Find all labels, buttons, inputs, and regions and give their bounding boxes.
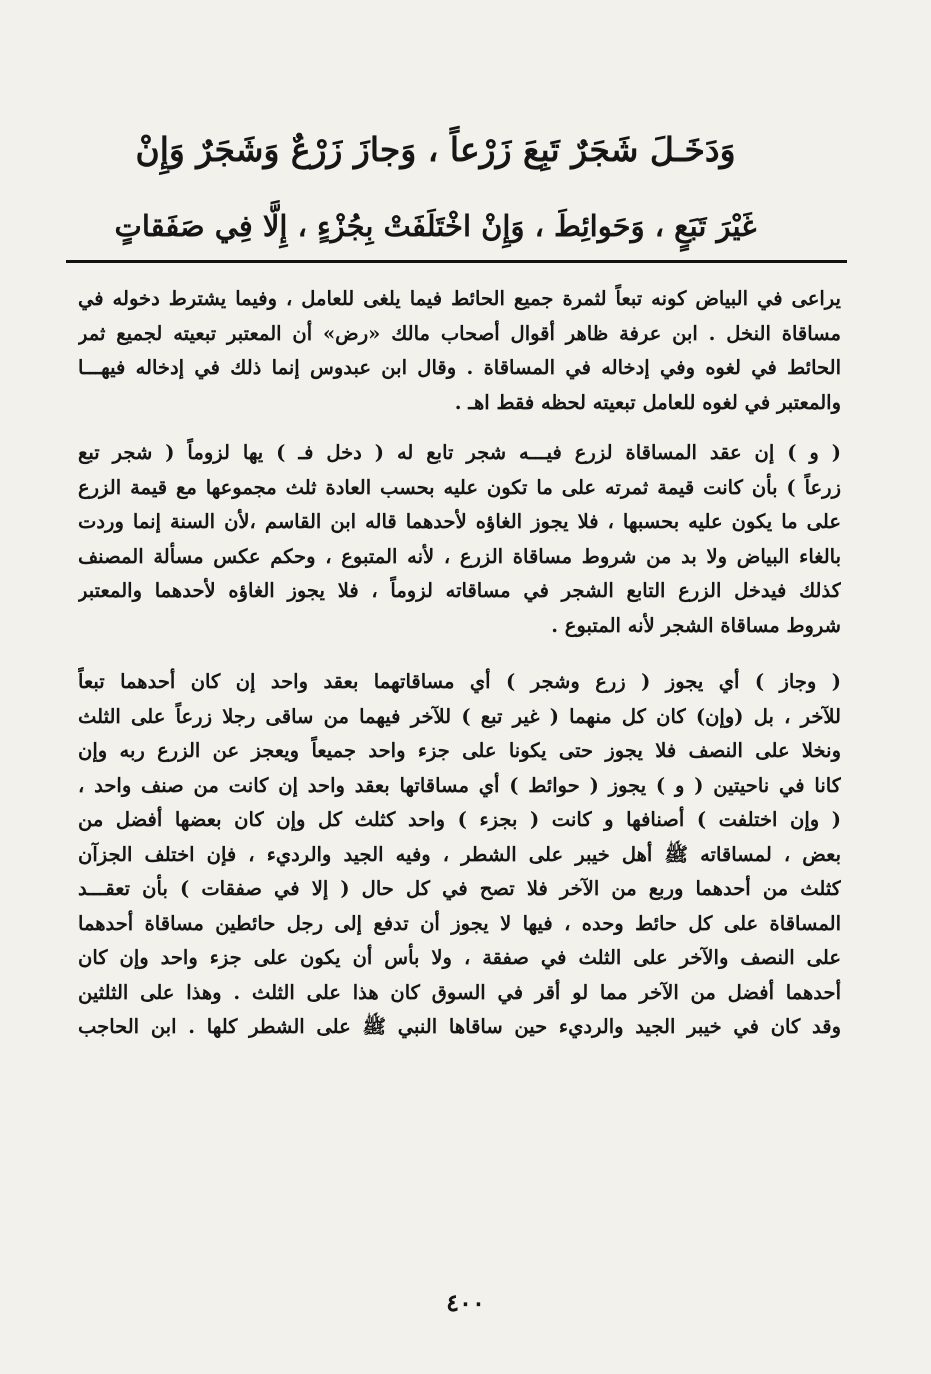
commentary-line: الحائط في لغوه وفي إدخاله في المساقاة . وقال ابن عبدوس إنما ذلك في إدخاله فيهـــا <box>78 356 841 379</box>
commentary-paragraph <box>78 282 841 420</box>
commentary-line: المساقاة على كل حائط وحده ، فيها لا يجوز أن تدفع إلى رجل حائطين مساقاة أحدهما <box>78 911 841 935</box>
commentary-line: على ما يكون عليه بحسبها ، فلا يجوز الغاؤه لأحدهما قاله ابن القاسم ،لأن السنة إنما وردت <box>78 510 841 533</box>
commentary-line: كذلك فيدخل الزرع التابع الشجر في مساقاته لزوماً ، فلا يجوز الغاؤه لأحدهما والمعتبر <box>78 579 841 602</box>
separator-rule <box>66 260 847 263</box>
commentary-line: للآخر ، بل (وإن) كان كل منهما ( غير تبع ) للآخر فيهما من ساقى رجلا زرعاً على الثلث <box>78 704 841 728</box>
commentary-line: كثلث من أحدهما وربع من الآخر فلا تصح في كل حال ( إلا في صفقات ) بأن تعقـــد <box>78 877 841 900</box>
commentary-line: وقد كان في خيبر الجيد والرديء حين ساقاها النبي ﷺ على الشطر كلها . ابن الحاجب <box>78 1015 841 1038</box>
commentary-paragraph <box>78 436 841 643</box>
commentary-line: ( و ) إن عقد المساقاة لزرع فيـــه شجر تابع له ( دخل فـ ) يها لزوماً ( شجر تبع <box>78 441 841 464</box>
commentary-line: ( وإن اختلفت ) أصنافها و كانت ( بجزء ) واحد كثلث كل وإن كان بعضها أفضل من <box>78 808 841 831</box>
commentary-line: بالغاء البياض ولا بد من شروط مساقاة الزرع ، لأنه المتبوع ، وحكم عكس مسألة المصنف <box>78 544 841 568</box>
commentary-line: يراعى في البياض كونه تبعاً لثمرة جميع الحائط فيما يلغى للعامل ، وفيما يشترط دخوله في <box>78 287 841 310</box>
commentary-line: أحدهما أفضل من الآخر مما لو أقر في السوق كان هذا على الثلث . وهذا على الثلثين <box>78 980 841 1004</box>
matn-text-block <box>110 112 761 264</box>
commentary-body <box>78 282 841 1059</box>
commentary-line: والمعتبر في لغوه للعامل تبعيته لحظه فقط اهـ . <box>454 390 841 414</box>
commentary-line: ( وجاز ) أي يجوز ( زرع وشجر ) أي مساقاتهما بعقد واحد إن كان أحدهما تبعاً <box>78 670 841 693</box>
commentary-line: على النصف والآخر على الثلث في صفقة ، ولا بأس أن يكون على جزء واحد وإن كان <box>78 946 841 969</box>
matn-line: وَدَخَـلَ شَجَرٌ تَبِعَ زَرْعاً ، وَجازَ زَرْعٌ وَشَجَرٌ وَإِنْ <box>135 130 736 169</box>
matn-line: غَيْرَ تَبَعٍ ، وَحَوائِطَ ، وَإِنْ اخْتَلَفَتْ بِجُزْءٍ ، إِلَّا فِي صَفَقاتٍ <box>114 209 757 243</box>
commentary-line: بعض ، لمساقاته ﷺ أهل خيبر على الشطر ، وفيه الجيد والرديء ، فإن اختلف الجزآن <box>78 842 841 866</box>
commentary-paragraph <box>78 665 841 1045</box>
commentary-line: مساقاة النخل . ابن عرفة ظاهر أقوال أصحاب مالك «رض» أن المعتبر تبعيته لجميع ثمر <box>78 321 841 345</box>
commentary-line: كانا في ناحيتين ( و ) يجوز ( حوائط ) أي مساقاتها بعقد واحد إن كانت من صنف واحد ، <box>78 773 841 797</box>
commentary-line: ونخلا على النصف فلا يجوز حتى يكونا على جزء واحد جميعاً ويعجز عن الزرع ربه وإن <box>78 739 841 762</box>
page-number: ٤٠٠ <box>446 1288 485 1317</box>
commentary-line: شروط مساقاة الشجر لأنه المتبوع . <box>551 613 841 637</box>
commentary-line: زرعاً ) بأن كانت قيمة ثمرته على ما تكون عليه بحسب العادة ثلث مجموعها مع قيمة الزرع <box>78 475 841 499</box>
